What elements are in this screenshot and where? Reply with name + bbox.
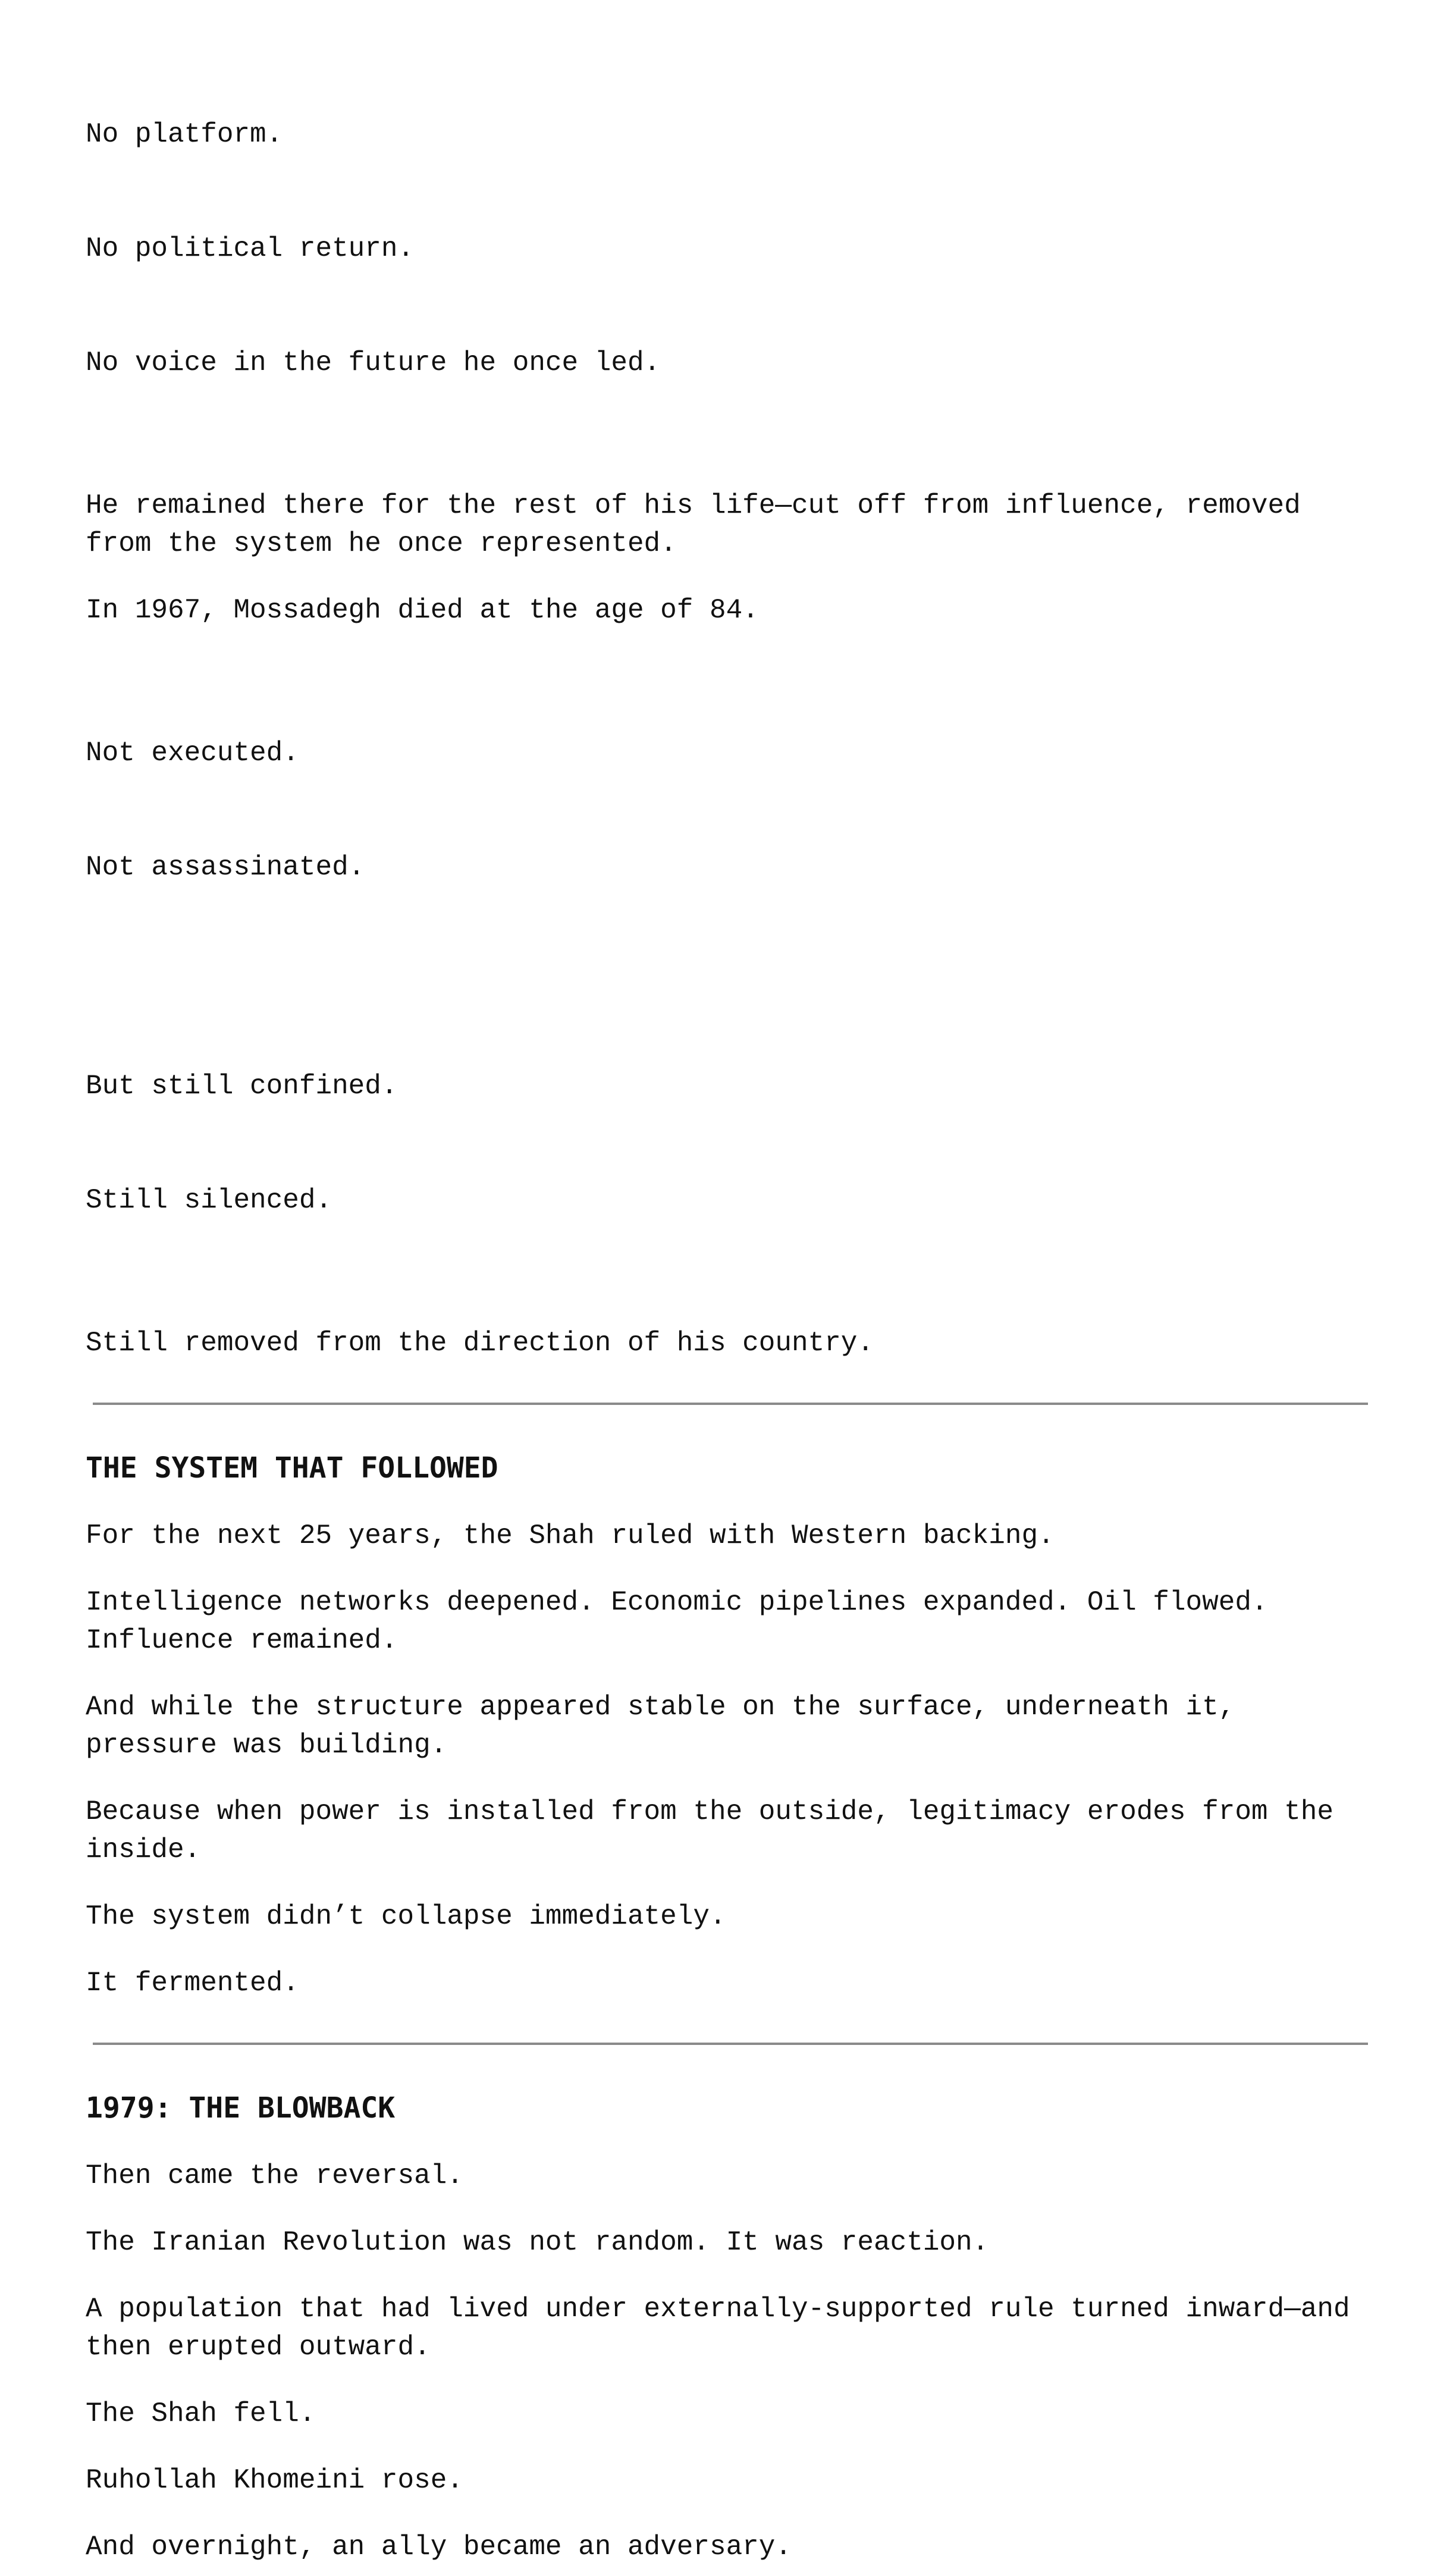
section-heading: THE SYSTEM THAT FOLLOWED xyxy=(86,1451,498,1485)
section-divider xyxy=(93,2043,1368,2045)
paragraph: Ruhollah Khomeini rose. xyxy=(86,2465,463,2496)
paragraph: He remained there for the rest of his life—cut off from influence, removed from the system he once represented. xyxy=(86,490,1317,559)
paragraph: The Shah fell. xyxy=(86,2398,316,2429)
section-heading: 1979: THE BLOWBACK xyxy=(86,2091,396,2125)
intro-lines-block xyxy=(86,658,1370,962)
paragraph: The Iranian Revolution was not random. It was reaction. xyxy=(86,2227,989,2258)
intro-lines-block xyxy=(86,39,1370,458)
text-line: No voice in the future he once led. xyxy=(86,347,661,378)
intro-lines-block xyxy=(86,991,1370,1295)
paragraph: Intelligence networks deepened. Economic pipelines expanded. Oil flowed. Influence remained. xyxy=(86,1587,1285,1656)
paragraph: Still removed from the direction of his country. xyxy=(86,1328,874,1359)
text-line: Not executed. xyxy=(86,738,299,768)
paragraph: Then came the reversal. xyxy=(86,2160,463,2191)
paragraph: And overnight, an ally became an adversary. xyxy=(86,2532,792,2562)
text-line: Not assassinated. xyxy=(86,852,365,883)
paragraph: The system didn’t collapse immediately. xyxy=(86,1901,726,1932)
text-line: But still confined. xyxy=(86,1071,398,1102)
text-line: Still silenced. xyxy=(86,1185,332,1216)
paragraph: A population that had lived under externally-supported rule turned inward—and then erupted outward. xyxy=(86,2294,1367,2363)
section-divider xyxy=(93,1403,1368,1405)
paragraph: In 1967, Mossadegh died at the age of 84. xyxy=(86,595,759,626)
paragraph: It fermented. xyxy=(86,1968,299,1999)
paragraph: And while the structure appeared stable on the surface, underneath it, pressure was building. xyxy=(86,1692,1251,1761)
text-line: No political return. xyxy=(86,233,415,264)
paragraph: Because when power is installed from the outside, legitimacy erodes from the inside. xyxy=(86,1796,1350,1865)
text-line: No platform. xyxy=(86,119,283,150)
paragraph: For the next 25 years, the Shah ruled with Western backing. xyxy=(86,1520,1055,1551)
